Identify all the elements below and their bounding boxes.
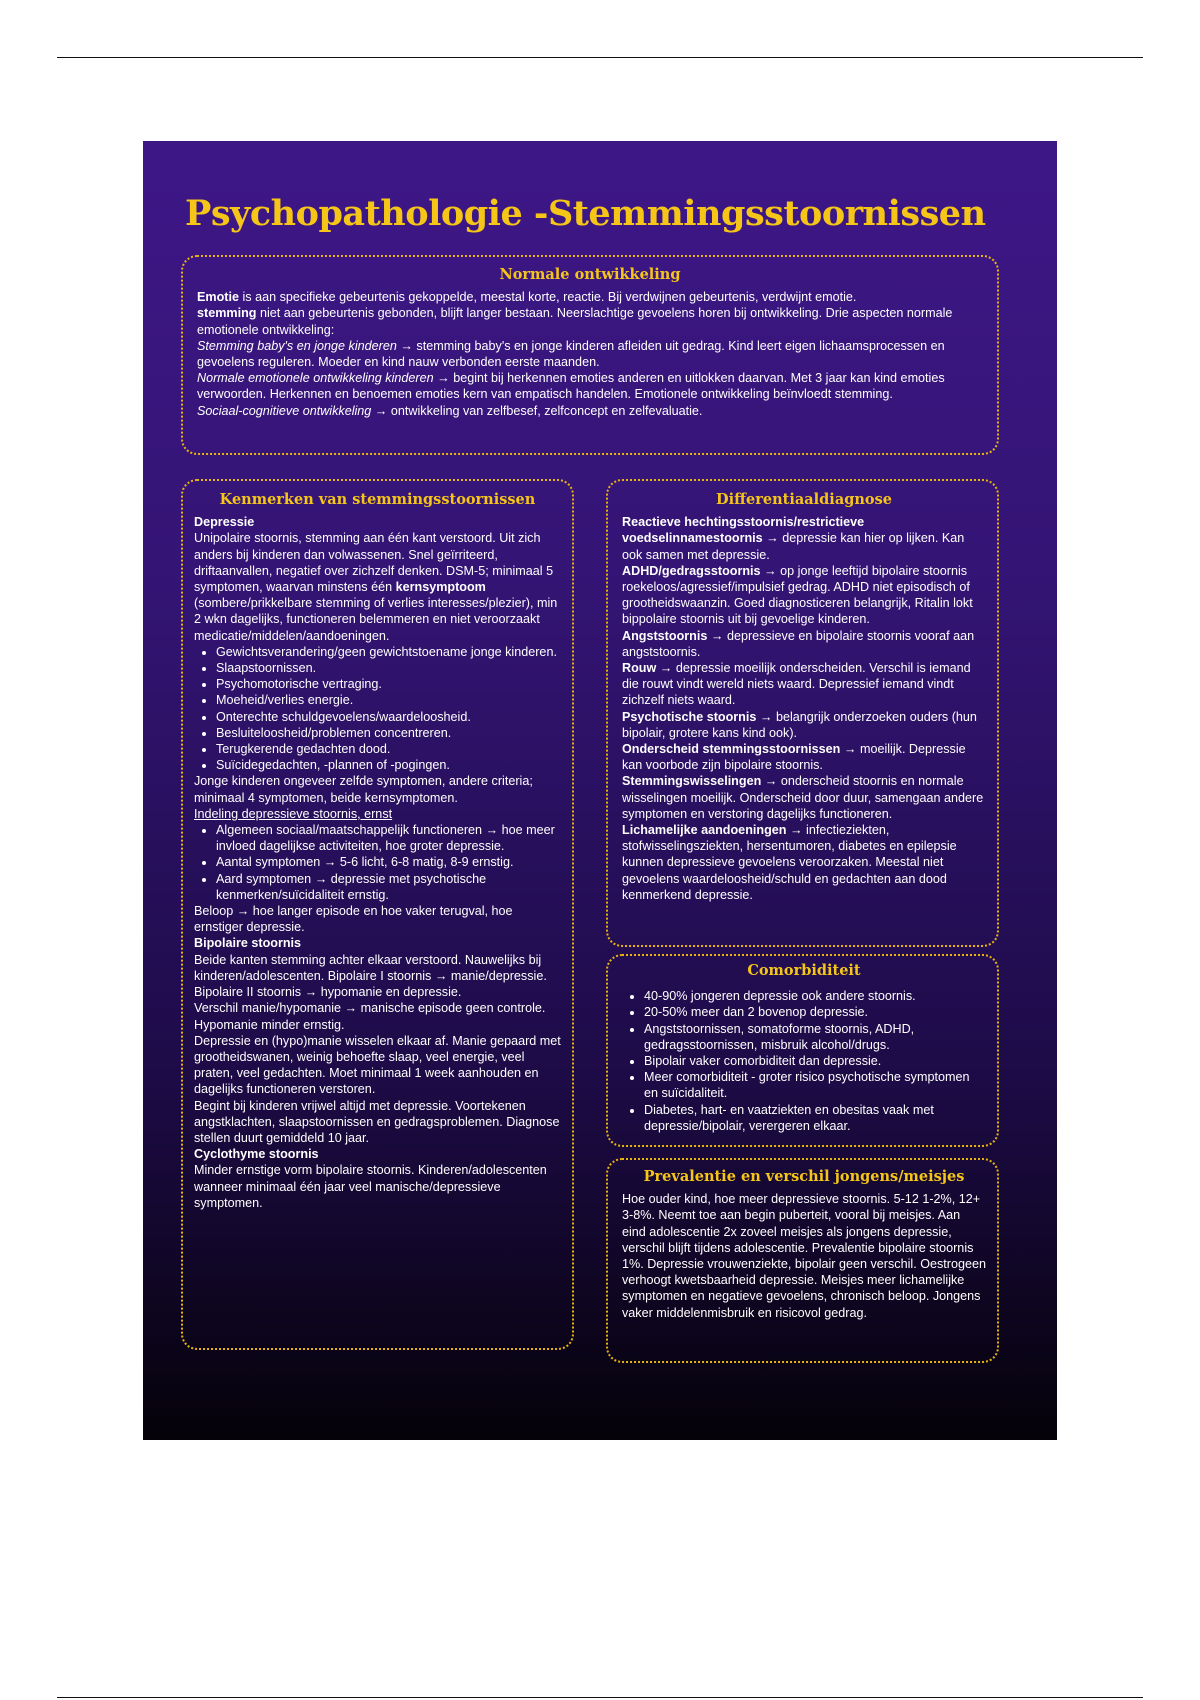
comorbiditeit-list: [622, 988, 986, 1134]
text: → onderscheid stoornis en normale wisselingen moeilijk. Onderscheid door duur, samengaan andere symptomen en verstoring dagelijks functioneren.: [622, 774, 984, 821]
term: kernsymptoom: [395, 580, 486, 595]
text: Unipolaire stoornis, stemming aan één kant verstoord. Uit zich anders bij kinderen dan volwassenen. Snel geïrriteerd, driftaanvallen, negatief over zichzelf denken. DSM-5; minimaal 5 symptomen, waarvan minstens één: [194, 531, 554, 595]
text: niet aan gebeurtenis gebonden, blijft langer bestaan. Neerslachtige gevoelens horen bij ontwikkeling. Drie aspecten normale emotionele ontwikkeling:: [197, 306, 953, 337]
paragraph: [194, 530, 561, 643]
paragraph: Minder ernstige vorm bipolaire stoornis. Kinderen/adolescenten wanneer minimaal één jaar veel manische/depressieve symptomen.: [194, 1163, 547, 1210]
term: stemming: [197, 306, 257, 321]
list-item: • Aantal symptomen → 5-6 licht, 6-8 matig, 8-9 ernstig.: [216, 854, 561, 870]
term: ADHD/gedragsstoornis: [622, 563, 761, 578]
paragraph: [622, 563, 986, 628]
paragraph: [197, 370, 983, 402]
term: Reactieve hechtingsstoornis/restrictieve voedselinnamestoornis: [622, 515, 865, 546]
list-item: • Terugkerende gedachten dood.: [216, 741, 561, 757]
list-item: • Diabetes, hart- en vaatziekten en obesitas vaak met depressie/bipolair, verergeren elkaar.: [644, 1102, 986, 1134]
subheading-cyclothyme: Cyclothyme stoornis: [194, 1147, 319, 1162]
text: → infectieziekten, stofwisselingsziekten, hersentumoren, diabetes en epilepsie kunnen depressieve gevoelens veroorzaken. Meestal niet gevoelens waardeloosheid/schuld en gedachten aan dood kenmerkend depressie.: [622, 823, 957, 902]
list-item: • Algemeen sociaal/maatschappelijk functioneren → hoe meer invloed dagelijkse activiteiten, hoe groter depressie.: [216, 822, 561, 854]
paragraph: [622, 773, 986, 822]
paragraph: Beloop → hoe langer episode en hoe vaker terugval, hoe ernstiger depressie.: [194, 904, 513, 935]
list-item: • Slaapstoornissen.: [216, 660, 561, 676]
top-rule: [57, 57, 1143, 58]
text: is aan specifieke gebeurtenis gekoppelde, meestal korte, reactie. Bij verdwijnen gebeurtenis, verdwijnt emotie.: [239, 290, 857, 305]
paragraph: [622, 628, 986, 660]
paragraph: [622, 709, 986, 741]
section-normale-ontwikkeling: [181, 255, 999, 455]
list-item: • Meer comorbiditeit - groter risico psychotische symptomen en suïcidaliteit.: [644, 1069, 986, 1101]
paragraph: [622, 660, 986, 709]
text: → depressie kan hier op lijken. Kan ook samen met depressie.: [622, 531, 965, 562]
paragraph: [197, 305, 983, 337]
paragraph: [622, 514, 986, 563]
list-item: • Aard symptomen → depressie met psychotische kenmerken/suïcidaliteit ernstig.: [216, 871, 561, 903]
section-heading: Kenmerken van stemmingsstoornissen: [219, 491, 536, 508]
paragraph: [622, 741, 986, 773]
term: Sociaal-cognitieve ontwikkeling: [197, 403, 372, 418]
symptom-list: [194, 644, 561, 774]
text: → ontwikkeling van zelfbesef, zelfconcept en zelfevaluatie.: [371, 403, 703, 418]
paragraph: [197, 403, 983, 419]
indeling-list: [194, 822, 561, 903]
term: Normale emotionele ontwikkeling kinderen: [197, 371, 434, 386]
list-item: • Moeheid/verlies energie.: [216, 692, 561, 708]
list-item: • 20-50% meer dan 2 bovenop depressie.: [644, 1004, 986, 1020]
section-comorbiditeit: [606, 954, 999, 1147]
section-prevalentie: [606, 1158, 999, 1363]
text: → op jonge leeftijd bipolaire stoornis roekeloos/agressief/impulsief gedrag. ADHD niet episodisch of grootheidswaanzin. Goed diagnosticeren belangrijk, Ritalin lokt bippolaire stoornis uit bij gevoelige kinderen.: [622, 563, 973, 627]
section-differentiaaldiagnose: [606, 479, 999, 947]
subheading-indeling: Indeling depressieve stoornis, ernst: [194, 806, 393, 821]
term: Psychotische stoornis: [622, 709, 757, 724]
bottom-rule: [57, 1697, 1143, 1698]
page-title: Psychopathologie -Stemmingsstoornissen: [185, 193, 986, 234]
text: → depressie moeilijk onderscheiden. Verschil is iemand die rouwt vindt wereld niets waard. Depressief iemand vindt zichzelf niets waard.: [622, 661, 971, 708]
term: Lichamelijke aandoeningen: [622, 823, 787, 838]
list-item: • Angststoornissen, somatoforme stoornis, ADHD, gedragsstoornissen, misbruik alcohol/drugs.: [644, 1021, 986, 1053]
paragraph: Jonge kinderen ongeveer zelfde symptomen, andere criteria; minimaal 4 symptomen, beide kernsymptomen.: [194, 774, 533, 805]
section-heading: Differentiaaldiagnose: [716, 491, 892, 508]
paragraph: [197, 338, 983, 370]
paragraph: Beide kanten stemming achter elkaar verstoord. Nauwelijks bij kinderen/adolescenten. Bipolaire I stoornis → manie/depressie. Bipolaire II stoornis → hypomanie en depressie.: [194, 952, 547, 1000]
list-item: • Besluiteloosheid/problemen concentreren.: [216, 725, 561, 741]
paragraph: Verschil manie/hypomanie → manische episode geen controle. Hypomanie minder ernstig.: [194, 1001, 546, 1032]
section-heading: Normale ontwikkeling: [499, 266, 681, 283]
text: → depressieve en bipolaire stoornis vooraf aan angststoornis.: [622, 628, 975, 659]
term: Rouw: [622, 661, 657, 676]
list-item: • Psychomotorische vertraging.: [216, 676, 561, 692]
subheading-bipolair: Bipolaire stoornis: [194, 936, 302, 951]
section-heading: Comorbiditeit: [747, 962, 861, 979]
list-item: • Gewichtsverandering/geen gewichtstoename jonge kinderen.: [216, 644, 561, 660]
paragraph: [622, 822, 986, 903]
text: → stemming baby's en jonge kinderen afleiden uit gedrag. Kind leert eigen lichaamsprocessen en gevoelens reguleren. Moeder en kind nauw verbonden eerste maanden.: [197, 338, 945, 370]
summary-poster: [143, 141, 1057, 1440]
list-item: • Bipolair vaker comorbiditeit dan depressie.: [644, 1053, 986, 1069]
term: Onderscheid stemmingsstoornissen: [622, 742, 841, 757]
list-item: • 40-90% jongeren depressie ook andere stoornis.: [644, 988, 986, 1004]
text: → begint bij herkennen emoties anderen en uitlokken daarvan. Met 3 jaar kan kind emoties verwoorden. Herkennen en benoemen emoties kern van empatisch handelen. Emotionele ontwikkeling beïnvloedt stemming.: [197, 371, 945, 402]
paragraph: Depressie en (hypo)manie wisselen elkaar af. Manie gepaard met grootheidswanen, weinig behoefte slaap, veel energie, veel praten, veel gedachten. Moet minimaal 1 week aanhouden en dagelijks functioneren verstoren.: [194, 1033, 561, 1097]
term: Angststoornis: [622, 628, 708, 643]
subheading-depressie: Depressie: [194, 515, 255, 530]
list-item: • Onterechte schuldgevoelens/waardeloosheid.: [216, 709, 561, 725]
term: Emotie: [197, 290, 239, 305]
section-kenmerken: [181, 479, 574, 1350]
paragraph: [197, 289, 983, 305]
text: → moeilijk. Depressie kan voorbode zijn bipolaire stoornis.: [622, 742, 966, 773]
list-item: • Suïcidegedachten, -plannen of -pogingen.: [216, 757, 561, 773]
section-heading: Prevalentie en verschil jongens/meisjes: [643, 1168, 965, 1185]
text: → belangrijk onderzoeken ouders (hun bipolair, grotere kans kind ook).: [622, 709, 977, 740]
term: Stemmingswisselingen: [622, 774, 762, 789]
paragraph: Begint bij kinderen vrijwel altijd met depressie. Voortekenen angstklachten, slaapstoornissen en gedragsproblemen. Diagnose stellen duurt gemiddeld 10 jaar.: [194, 1098, 560, 1145]
term: Stemming baby's en jonge kinderen: [197, 338, 397, 353]
paragraph: Hoe ouder kind, hoe meer depressieve stoornis. 5-12 1-2%, 12+ 3-8%. Neemt toe aan begin puberteit, vooral bij meisjes. Aan eind adolescentie 2x zoveel meisjes als jongens depressie, verschil blijft tijdens adolescentie. Prevalentie bipolaire stoornis 1%. Depressie vrouwenziekte, bipolair geen verschil. Oestrogeen verhoogt kwetsbaarheid depressie. Meisjes meer lichamelijke symptomen en negatieve gevoelens, chronisch beloop. Jongens vaker middelenmisbruik en risicovol gedrag.: [622, 1192, 987, 1320]
text: (sombere/prikkelbare stemming of verlies interesses/plezier), min 2 wkn dagelijks, functioneren belemmeren en niet veroorzaakt medicatie/middelen/aandoeningen.: [194, 596, 558, 643]
